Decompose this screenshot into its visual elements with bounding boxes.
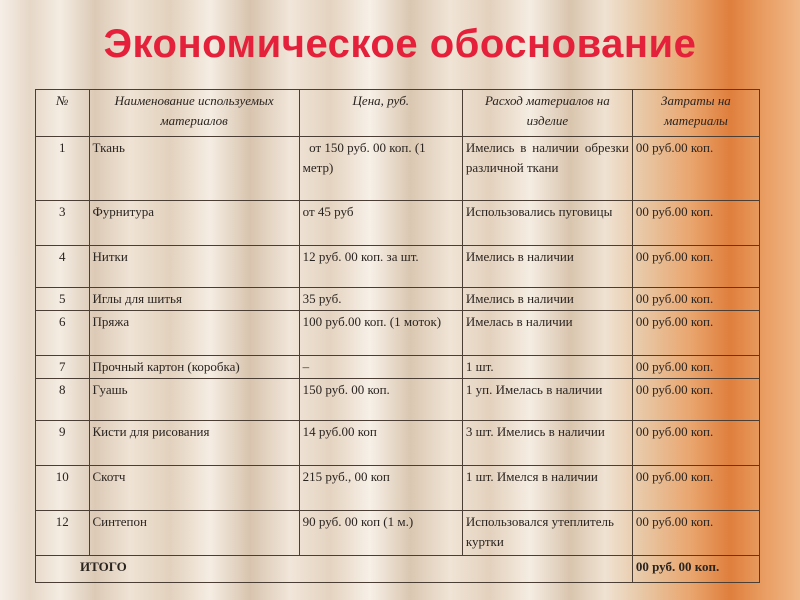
row-usage: Имелись в наличии обрезки различной ткани	[462, 137, 632, 201]
row-name: Гуашь	[89, 379, 299, 421]
row-name: Нитки	[89, 246, 299, 288]
table-row	[36, 246, 760, 288]
row-usage: 1 уп. Имелась в наличии	[462, 379, 632, 421]
page-title: Экономическое обоснование	[103, 22, 697, 66]
row-usage: Имелись в наличии	[462, 246, 632, 288]
row-usage: Имелись в наличии	[462, 288, 632, 311]
row-name: Ткань	[89, 137, 299, 201]
table-row	[36, 201, 760, 246]
row-cost: 00 руб.00 коп.	[632, 466, 759, 511]
row-cost: 00 руб.00 коп.	[632, 311, 759, 356]
total-row	[36, 556, 760, 583]
row-price: 14 руб.00 коп	[299, 421, 462, 466]
row-price: 12 руб. 00 коп. за шт.	[299, 246, 462, 288]
row-name: Прочный картон (коробка)	[89, 356, 299, 379]
row-usage: Имелась в наличии	[462, 311, 632, 356]
table-row	[36, 311, 760, 356]
row-name: Скотч	[89, 466, 299, 511]
row-cost: 00 руб.00 коп.	[632, 511, 759, 556]
row-num: 3	[36, 201, 90, 246]
row-cost: 00 руб.00 коп.	[632, 356, 759, 379]
row-cost: 00 руб.00 коп.	[632, 421, 759, 466]
row-name: Пряжа	[89, 311, 299, 356]
row-usage: 1 шт.	[462, 356, 632, 379]
header-num: №	[36, 90, 90, 137]
row-price: –	[299, 356, 462, 379]
row-price: 90 руб. 00 коп (1 м.)	[299, 511, 462, 556]
table-row	[36, 137, 760, 201]
header-usage: Расход материалов на изделие	[462, 90, 632, 137]
row-price: 215 руб., 00 коп	[299, 466, 462, 511]
row-usage: 1 шт. Имелся в наличии	[462, 466, 632, 511]
table-row	[36, 379, 760, 421]
header-name: Наименование используемых материалов	[89, 90, 299, 137]
row-num: 4	[36, 246, 90, 288]
row-price: 100 руб.00 коп. (1 моток)	[299, 311, 462, 356]
row-usage: Использовались пуговицы	[462, 201, 632, 246]
row-cost: 00 руб.00 коп.	[632, 201, 759, 246]
table-row	[36, 356, 760, 379]
row-price: 150 руб. 00 коп.	[299, 379, 462, 421]
row-num: 12	[36, 511, 90, 556]
row-name: Фурнитура	[89, 201, 299, 246]
row-cost: 00 руб.00 коп.	[632, 137, 759, 201]
row-name: Кисти для рисования	[89, 421, 299, 466]
row-price: от 150 руб. 00 коп. (1 метр)	[299, 137, 462, 201]
row-cost: 00 руб.00 коп.	[632, 379, 759, 421]
row-num: 10	[36, 466, 90, 511]
row-cost: 00 руб.00 коп.	[632, 246, 759, 288]
row-num: 6	[36, 311, 90, 356]
materials-table	[35, 89, 760, 583]
row-price: 35 руб.	[299, 288, 462, 311]
row-usage: Использовался утеплитель куртки	[462, 511, 632, 556]
table-row	[36, 511, 760, 556]
total-value: 00 руб. 00 коп.	[632, 556, 759, 583]
row-num: 1	[36, 137, 90, 201]
row-cost: 00 руб.00 коп.	[632, 288, 759, 311]
table-row	[36, 421, 760, 466]
total-label: ИТОГО	[36, 556, 633, 583]
header-price: Цена, руб.	[299, 90, 462, 137]
row-num: 8	[36, 379, 90, 421]
table-row	[36, 466, 760, 511]
table-header-row	[36, 90, 760, 137]
row-price: от 45 руб	[299, 201, 462, 246]
row-usage: 3 шт. Имелись в наличии	[462, 421, 632, 466]
table-row	[36, 288, 760, 311]
row-num: 9	[36, 421, 90, 466]
row-num: 7	[36, 356, 90, 379]
row-name: Синтепон	[89, 511, 299, 556]
header-cost: Затраты на материалы	[632, 90, 759, 137]
row-name: Иглы для шитья	[89, 288, 299, 311]
row-num: 5	[36, 288, 90, 311]
